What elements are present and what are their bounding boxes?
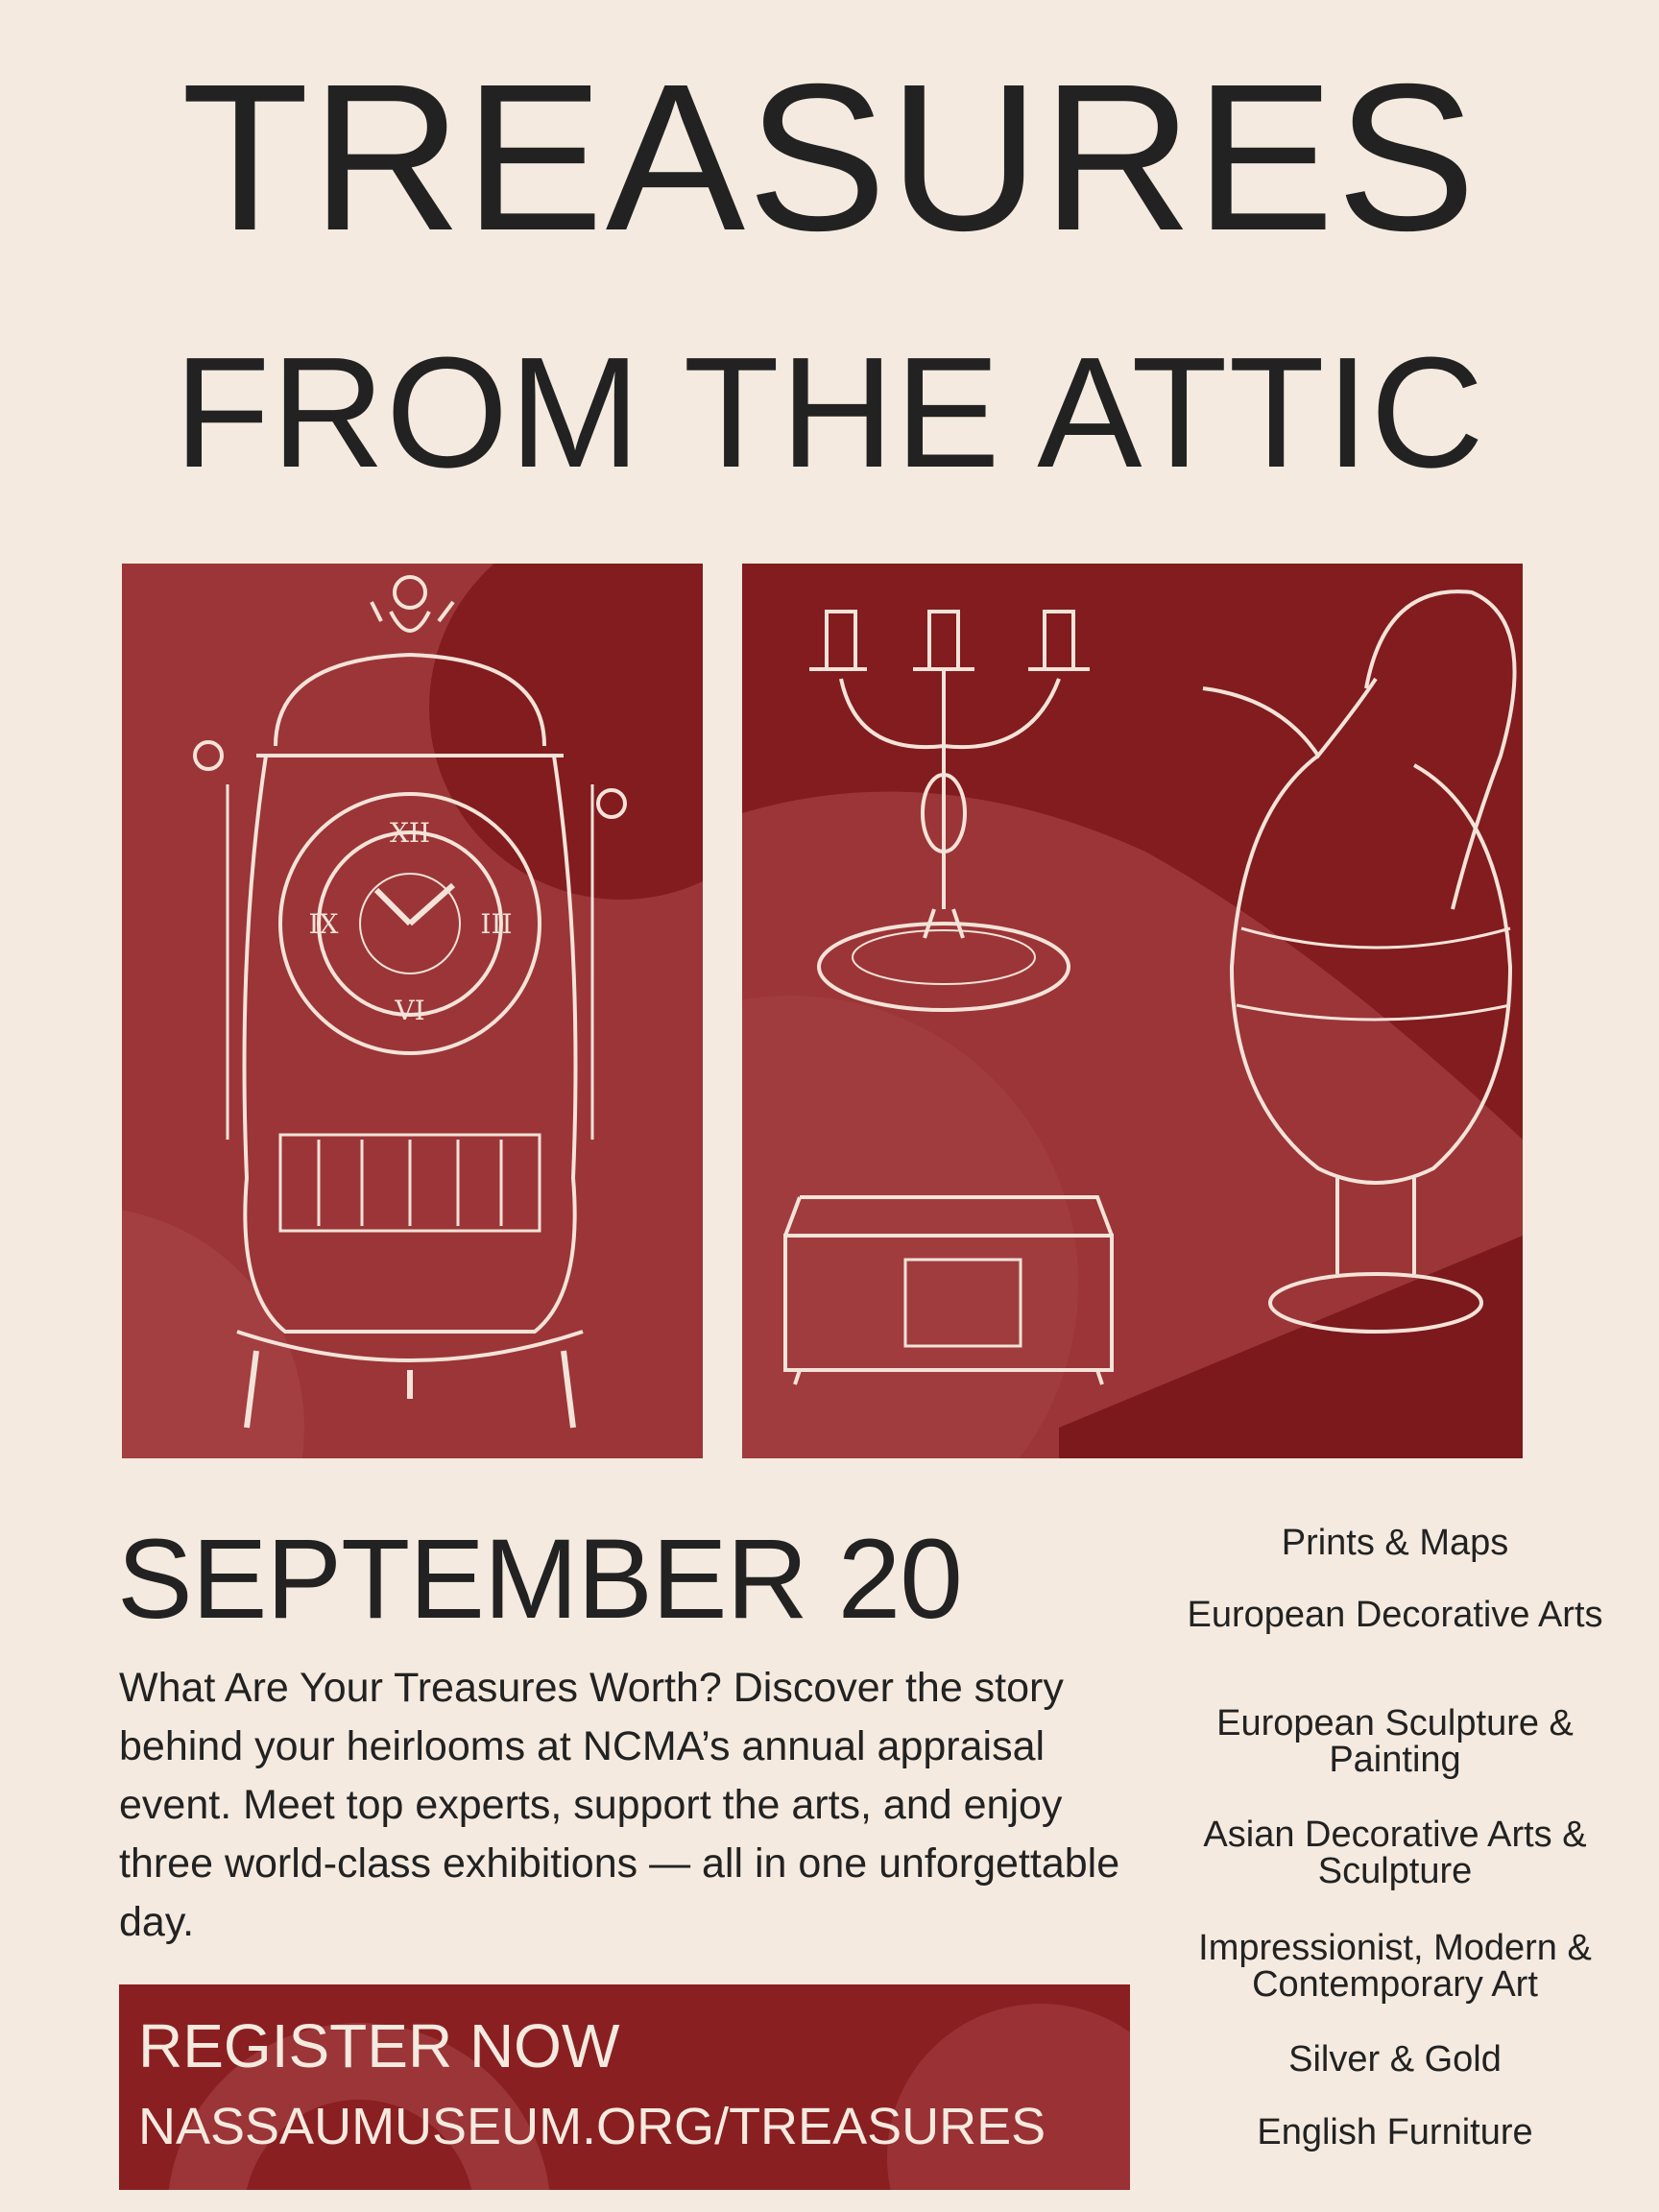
category-prints-maps: Prints & Maps [1281,1523,1509,1563]
category-european-decorative-arts: European Decorative Arts [1187,1595,1603,1635]
category-silver-gold: Silver & Gold [1288,2039,1502,2080]
objects-illustration [742,564,1523,1458]
category-impressionist-modern: Impressionist, Modern & Contemporary Art [1198,1928,1592,2005]
category-asian-decorative-arts: Asian Decorative Arts & Sculpture [1203,1815,1587,1891]
register-now-label: REGISTER NOW [138,2011,620,2080]
svg-text:III: III [480,908,513,940]
title-line-1: TREASURES [180,41,1479,275]
category-european-sculpture-painting: European Sculpture & Painting [1216,1703,1574,1780]
svg-text:IX: IX [308,908,339,940]
event-description: What Are Your Treasures Worth? Discover the story behind your heirlooms at NCMA’s annual appraisal event. Meet top experts, support the arts, and enjoy three world-class exhibitions — all in one unforgettable day. [119,1665,1120,1945]
svg-text:VI: VI [395,995,425,1026]
register-now-button[interactable] [119,1984,1130,2190]
event-date: SEPTEMBER 20 [117,1516,962,1643]
clock-image-panel [122,564,703,1458]
clock-illustration [122,564,703,1458]
objects-image-panel [742,564,1523,1458]
svg-text:XII: XII [389,817,431,849]
title-line-2: FROM THE ATTIC [174,325,1485,500]
category-english-furniture: English Furniture [1257,2112,1533,2152]
register-url[interactable]: NASSAUMUSEUM.ORG/TREASURES [138,2098,1046,2155]
